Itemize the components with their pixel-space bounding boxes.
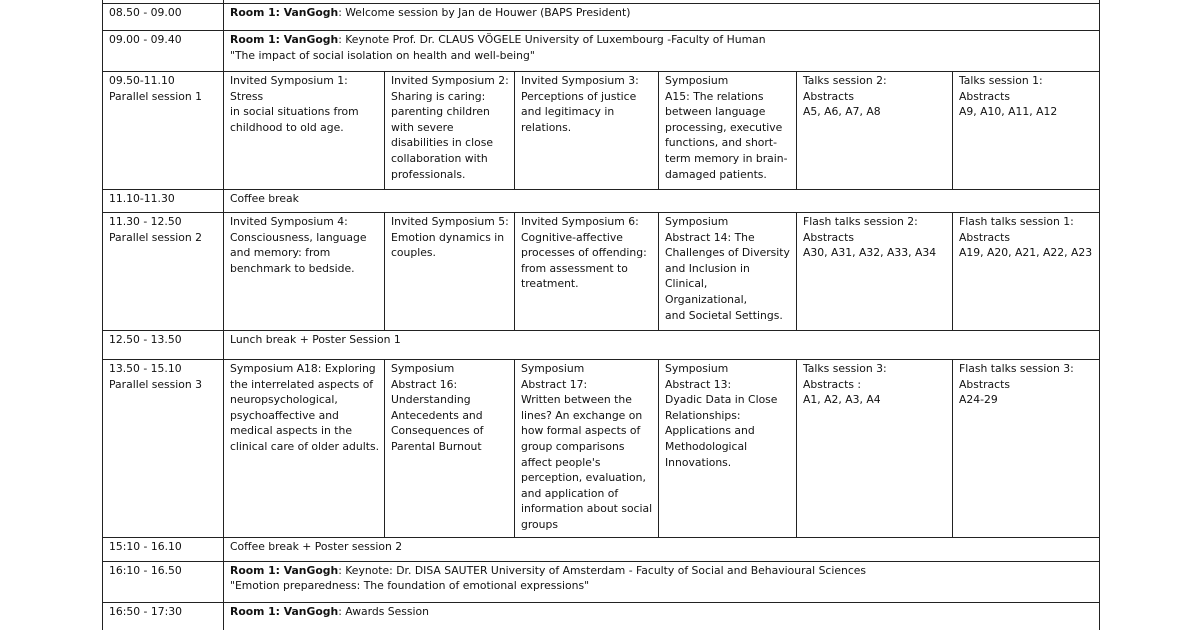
session-line: Abstracts : bbox=[803, 377, 862, 391]
session-cell bbox=[385, 213, 515, 331]
session-cell bbox=[953, 360, 1100, 538]
session-cell bbox=[659, 213, 797, 331]
session-cell bbox=[953, 72, 1100, 190]
session-line: and application of bbox=[521, 486, 619, 500]
session-line: damaged patients. bbox=[665, 167, 767, 181]
time-slot: 08.50 - 09.00 bbox=[109, 6, 182, 19]
time-slot: 09.50-11.10 bbox=[109, 74, 175, 87]
session-line: between language bbox=[665, 105, 766, 119]
session-line: psychoaffective and bbox=[230, 408, 339, 422]
session-cell bbox=[797, 213, 953, 331]
conference-schedule-table bbox=[102, 0, 1100, 630]
session-text: Lunch break + Poster Session 1 bbox=[230, 333, 401, 346]
time-cell bbox=[103, 360, 224, 538]
session-line: Methodological bbox=[665, 439, 748, 453]
session-cell bbox=[515, 72, 659, 190]
time-slot: 16:50 - 17:30 bbox=[109, 604, 182, 618]
plenary-cell bbox=[224, 561, 1100, 602]
time-slot: 11.10-11.30 bbox=[109, 192, 175, 205]
session-line: processes of offending: bbox=[521, 246, 647, 260]
time-cell bbox=[103, 561, 224, 602]
room-label: Room 1: VanGogh bbox=[230, 6, 339, 19]
session-line: benchmark to bedside. bbox=[230, 261, 355, 275]
session-line: Invited Symposium 2: bbox=[391, 74, 509, 87]
time-cell bbox=[103, 602, 224, 630]
break-cell bbox=[224, 537, 1100, 561]
session-line: Written between the bbox=[521, 393, 632, 407]
time-cell bbox=[103, 331, 224, 360]
session-cell bbox=[515, 360, 659, 538]
session-line: Relationships: bbox=[665, 408, 741, 422]
time-slot: 12.50 - 13.50 bbox=[109, 333, 182, 346]
session-line: A5, A6, A7, A8 bbox=[803, 105, 881, 119]
time-cell bbox=[103, 213, 224, 331]
session-line: and legitimacy in bbox=[521, 105, 615, 119]
session-line: clinical care of older adults. bbox=[230, 439, 380, 453]
session-line: affect people's bbox=[521, 455, 601, 469]
session-line: Symposium bbox=[665, 74, 729, 87]
session-cell bbox=[515, 213, 659, 331]
keynote-title: "The impact of social isolation on health and well-being" bbox=[230, 48, 535, 62]
session-line: perception, evaluation, bbox=[521, 471, 646, 485]
session-line: parenting children bbox=[391, 105, 490, 119]
session-line: Parental Burnout bbox=[391, 439, 482, 453]
session-line: Applications and bbox=[665, 424, 755, 438]
session-line: A24-29 bbox=[959, 393, 998, 407]
session-line: Antecedents and bbox=[391, 408, 483, 422]
session-cell bbox=[659, 360, 797, 538]
plenary-cell bbox=[224, 4, 1100, 31]
session-line: processing, executive bbox=[665, 120, 783, 134]
session-line: disabilities in close bbox=[391, 136, 493, 150]
session-line: Cognitive-affective bbox=[521, 230, 623, 244]
session-line: A9, A10, A11, A12 bbox=[959, 105, 1058, 119]
session-line: group comparisons bbox=[521, 439, 625, 453]
session-line: Symposium bbox=[665, 215, 729, 228]
session-cell bbox=[659, 72, 797, 190]
session-line: A1, A2, A3, A4 bbox=[803, 393, 881, 407]
session-text: : Keynote Prof. Dr. CLAUS VÖGELE University of Luxembourg -Faculty of Human bbox=[338, 33, 766, 46]
session-line: Invited Symposium 3: bbox=[521, 74, 639, 87]
session-line: relations. bbox=[521, 120, 572, 134]
session-line: Invited Symposium 5: bbox=[391, 215, 509, 228]
session-line: neuropsychological, bbox=[230, 393, 338, 407]
time-cell bbox=[103, 31, 224, 72]
session-line: groups bbox=[521, 517, 558, 531]
table-row bbox=[103, 190, 1100, 213]
session-line: professionals. bbox=[391, 167, 466, 181]
session-line: Invited Symposium 4: bbox=[230, 215, 348, 228]
time-slot: 11.30 - 12.50 bbox=[109, 215, 182, 228]
table-row bbox=[103, 537, 1100, 561]
table-row bbox=[103, 31, 1100, 72]
session-label: Parallel session 3 bbox=[109, 377, 203, 391]
session-line: Emotion dynamics in bbox=[391, 230, 505, 244]
plenary-cell bbox=[224, 31, 1100, 72]
session-line: Challenges of Diversity bbox=[665, 246, 790, 260]
session-line: collaboration with bbox=[391, 151, 488, 165]
session-line: how formal aspects of bbox=[521, 424, 641, 438]
keynote-title: "Emotion preparedness: The foundation of emotional expressions" bbox=[230, 579, 590, 593]
break-cell bbox=[224, 190, 1100, 213]
session-cell bbox=[953, 213, 1100, 331]
table-row bbox=[103, 331, 1100, 360]
session-line: Sharing is caring: bbox=[391, 89, 486, 103]
session-line: Abstract 13: bbox=[665, 377, 732, 391]
session-line: A30, A31, A32, A33, A34 bbox=[803, 246, 937, 260]
session-text: : Welcome session by Jan de Houwer (BAPS President) bbox=[338, 6, 631, 19]
room-label: Room 1: VanGogh bbox=[230, 604, 339, 618]
session-line: Flash talks session 1: bbox=[959, 215, 1074, 228]
plenary-cell bbox=[224, 602, 1100, 630]
table-row bbox=[103, 602, 1100, 630]
session-line: A15: The relations bbox=[665, 89, 764, 103]
session-line: medical aspects in the bbox=[230, 424, 352, 438]
room-label: Room 1: VanGogh bbox=[230, 33, 339, 46]
session-line: and Societal Settings. bbox=[665, 308, 783, 322]
session-text: Coffee break + Poster session 2 bbox=[230, 539, 403, 553]
session-line: couples. bbox=[391, 246, 436, 260]
time-slot: 09.00 - 09.40 bbox=[109, 33, 182, 46]
session-label: Parallel session 2 bbox=[109, 230, 203, 244]
session-line: Perceptions of justice bbox=[521, 89, 637, 103]
session-line: Talks session 2: bbox=[803, 74, 887, 87]
session-line: from assessment to bbox=[521, 261, 628, 275]
session-line: functions, and short- bbox=[665, 136, 777, 150]
table-row bbox=[103, 72, 1100, 190]
session-line: Talks session 1: bbox=[959, 74, 1043, 87]
session-line: Abstracts bbox=[959, 230, 1010, 244]
table-row bbox=[103, 561, 1100, 602]
session-line: Symposium bbox=[391, 362, 455, 375]
session-line: Clinical, Organizational, bbox=[665, 277, 748, 306]
session-text: Coffee break bbox=[230, 192, 299, 205]
session-line: Invited Symposium 6: bbox=[521, 215, 639, 228]
session-line: Flash talks session 2: bbox=[803, 215, 918, 228]
session-line: Abstract 17: bbox=[521, 377, 588, 391]
session-line: and Inclusion in bbox=[665, 261, 750, 275]
session-line: Abstract 16: bbox=[391, 377, 458, 391]
session-line: term memory in brain- bbox=[665, 151, 788, 165]
time-cell bbox=[103, 537, 224, 561]
session-line: Abstracts bbox=[959, 89, 1010, 103]
room-label: Room 1: VanGogh bbox=[230, 563, 339, 577]
session-line: in social situations from bbox=[230, 105, 359, 119]
time-cell bbox=[103, 4, 224, 31]
session-line: Dyadic Data in Close bbox=[665, 393, 778, 407]
time-slot: 13.50 - 15.10 bbox=[109, 362, 182, 375]
session-line: Invited Symposium 1: Stress bbox=[230, 74, 348, 103]
time-cell bbox=[103, 72, 224, 190]
session-label: Parallel session 1 bbox=[109, 89, 203, 103]
session-line: lines? An exchange on bbox=[521, 408, 643, 422]
session-line: the interrelated aspects of bbox=[230, 377, 374, 391]
session-cell bbox=[224, 360, 385, 538]
session-line: Consequences of bbox=[391, 424, 484, 438]
table-row bbox=[103, 4, 1100, 31]
session-line: Flash talks session 3: bbox=[959, 362, 1074, 375]
session-line: Abstracts bbox=[803, 230, 854, 244]
time-cell bbox=[103, 190, 224, 213]
session-line: Abstracts bbox=[959, 377, 1010, 391]
table-row bbox=[103, 360, 1100, 538]
session-line: Abstracts bbox=[803, 89, 854, 103]
session-cell bbox=[797, 72, 953, 190]
session-line: Symposium A18: Exploring bbox=[230, 362, 376, 375]
session-text: : Keynote: Dr. DISA SAUTER University of Amsterdam - Faculty of Social and Behavioural Sciences bbox=[338, 563, 867, 577]
session-line: Innovations. bbox=[665, 455, 732, 469]
break-cell bbox=[224, 331, 1100, 360]
session-line: childhood to old age. bbox=[230, 120, 344, 134]
time-slot: 15:10 - 16.10 bbox=[109, 539, 182, 553]
session-cell bbox=[385, 360, 515, 538]
session-text: : Awards Session bbox=[338, 604, 430, 618]
session-line: Symposium bbox=[665, 362, 729, 375]
session-cell bbox=[224, 72, 385, 190]
session-cell bbox=[224, 213, 385, 331]
session-line: Symposium bbox=[521, 362, 585, 375]
session-line: Talks session 3: bbox=[803, 362, 887, 375]
session-line: A19, A20, A21, A22, A23 bbox=[959, 246, 1093, 260]
session-line: Consciousness, language bbox=[230, 230, 367, 244]
session-line: Understanding bbox=[391, 393, 471, 407]
session-line: Abstract 14: The bbox=[665, 230, 755, 244]
table-row bbox=[103, 213, 1100, 331]
session-line: treatment. bbox=[521, 277, 579, 291]
session-line: with severe bbox=[391, 120, 454, 134]
session-line: and memory: from bbox=[230, 246, 331, 260]
session-line: information about social bbox=[521, 502, 653, 516]
time-slot: 16:10 - 16.50 bbox=[109, 563, 182, 577]
session-cell bbox=[797, 360, 953, 538]
session-cell bbox=[385, 72, 515, 190]
